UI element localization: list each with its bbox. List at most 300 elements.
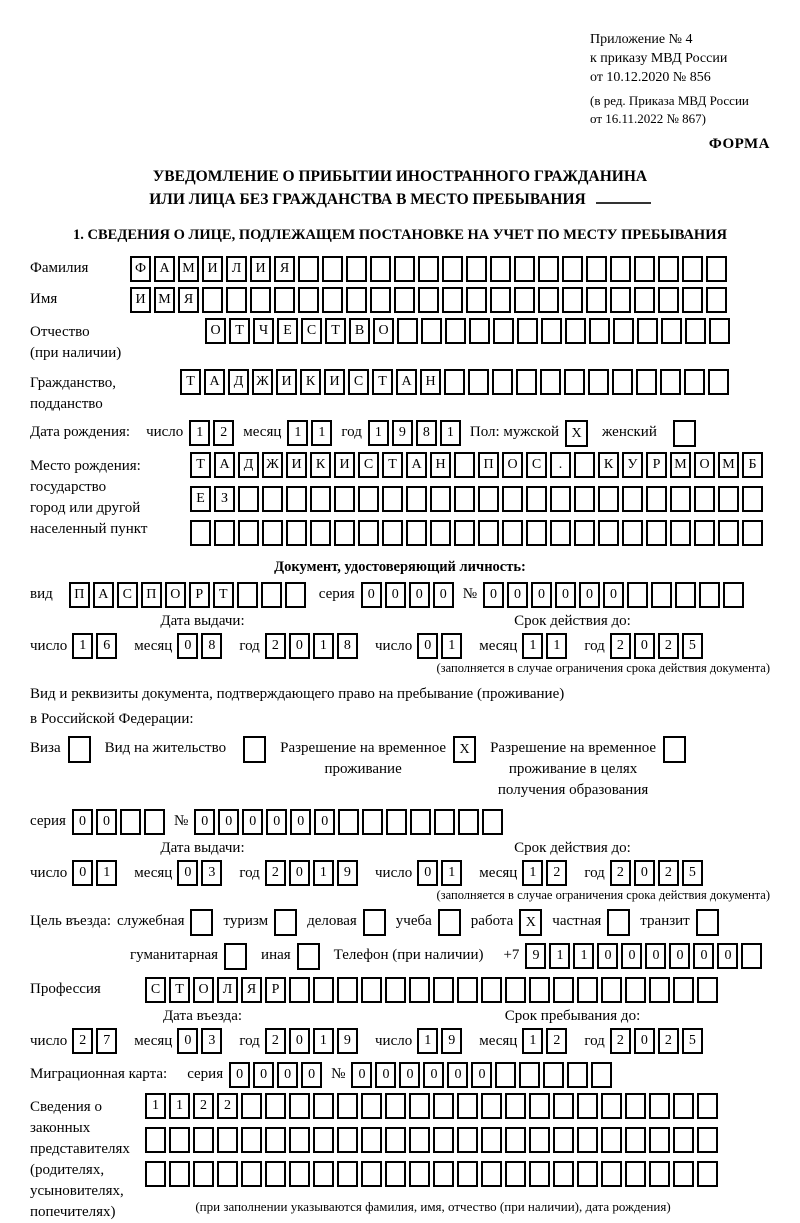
representatives-boxes-row1[interactable] bbox=[145, 1093, 721, 1119]
char-cell[interactable] bbox=[481, 1093, 502, 1119]
char-cell[interactable]: И bbox=[334, 452, 355, 478]
char-cell[interactable]: 0 bbox=[177, 1028, 198, 1054]
char-cell[interactable] bbox=[313, 977, 334, 1003]
edu-permit-checkbox[interactable] bbox=[663, 736, 686, 763]
char-cell[interactable] bbox=[442, 287, 463, 313]
char-cell[interactable] bbox=[660, 369, 681, 395]
char-cell[interactable] bbox=[495, 1062, 516, 1088]
name-boxes[interactable] bbox=[130, 287, 730, 313]
char-cell[interactable]: 1 bbox=[441, 633, 462, 659]
char-cell[interactable] bbox=[265, 1093, 286, 1119]
char-cell[interactable] bbox=[454, 520, 475, 546]
char-cell[interactable] bbox=[430, 520, 451, 546]
char-cell[interactable] bbox=[361, 1127, 382, 1153]
birthplace-boxes-row2[interactable] bbox=[190, 486, 766, 512]
char-cell[interactable] bbox=[334, 486, 355, 512]
gender-female-checkbox[interactable] bbox=[673, 420, 696, 447]
char-cell[interactable] bbox=[298, 256, 319, 282]
char-cell[interactable]: 0 bbox=[531, 582, 552, 608]
char-cell[interactable] bbox=[433, 1127, 454, 1153]
char-cell[interactable] bbox=[481, 977, 502, 1003]
char-cell[interactable] bbox=[610, 287, 631, 313]
char-cell[interactable]: Т bbox=[180, 369, 201, 395]
char-cell[interactable]: 0 bbox=[375, 1062, 396, 1088]
char-cell[interactable] bbox=[564, 369, 585, 395]
char-cell[interactable] bbox=[337, 977, 358, 1003]
char-cell[interactable] bbox=[322, 256, 343, 282]
char-cell[interactable]: 1 bbox=[311, 420, 332, 446]
purpose-work-checkbox[interactable]: X bbox=[519, 909, 542, 936]
representatives-boxes-row3[interactable] bbox=[145, 1161, 721, 1187]
char-cell[interactable] bbox=[169, 1127, 190, 1153]
char-cell[interactable] bbox=[601, 977, 622, 1003]
char-cell[interactable] bbox=[541, 318, 562, 344]
char-cell[interactable] bbox=[286, 486, 307, 512]
char-cell[interactable] bbox=[334, 520, 355, 546]
char-cell[interactable] bbox=[337, 1093, 358, 1119]
char-cell[interactable]: Н bbox=[430, 452, 451, 478]
char-cell[interactable] bbox=[673, 1161, 694, 1187]
char-cell[interactable] bbox=[574, 452, 595, 478]
char-cell[interactable] bbox=[169, 1161, 190, 1187]
char-cell[interactable] bbox=[612, 369, 633, 395]
char-cell[interactable] bbox=[649, 1161, 670, 1187]
purpose-tourism-checkbox[interactable] bbox=[274, 909, 297, 936]
char-cell[interactable] bbox=[217, 1127, 238, 1153]
char-cell[interactable]: С bbox=[117, 582, 138, 608]
identity-doc-series-boxes[interactable] bbox=[361, 582, 457, 608]
char-cell[interactable] bbox=[370, 287, 391, 313]
char-cell[interactable] bbox=[651, 582, 672, 608]
char-cell[interactable] bbox=[361, 1161, 382, 1187]
char-cell[interactable]: 0 bbox=[242, 809, 263, 835]
residence-valid-day-boxes[interactable] bbox=[417, 860, 465, 886]
char-cell[interactable]: 0 bbox=[385, 582, 406, 608]
char-cell[interactable] bbox=[144, 809, 165, 835]
char-cell[interactable]: 2 bbox=[72, 1028, 93, 1054]
char-cell[interactable] bbox=[265, 1161, 286, 1187]
char-cell[interactable] bbox=[685, 318, 706, 344]
char-cell[interactable] bbox=[673, 977, 694, 1003]
char-cell[interactable] bbox=[526, 520, 547, 546]
char-cell[interactable] bbox=[586, 287, 607, 313]
char-cell[interactable] bbox=[289, 1093, 310, 1119]
visa-checkbox[interactable] bbox=[68, 736, 91, 763]
char-cell[interactable] bbox=[699, 582, 720, 608]
char-cell[interactable] bbox=[709, 318, 730, 344]
char-cell[interactable]: 8 bbox=[416, 420, 437, 446]
birthplace-boxes-row1[interactable] bbox=[190, 452, 766, 478]
char-cell[interactable] bbox=[493, 318, 514, 344]
birthplace-boxes-row3[interactable] bbox=[190, 520, 766, 546]
char-cell[interactable] bbox=[637, 318, 658, 344]
char-cell[interactable] bbox=[120, 809, 141, 835]
purpose-humanitarian-checkbox[interactable] bbox=[224, 943, 247, 970]
char-cell[interactable] bbox=[502, 520, 523, 546]
char-cell[interactable]: И bbox=[324, 369, 345, 395]
char-cell[interactable] bbox=[538, 287, 559, 313]
char-cell[interactable]: М bbox=[718, 452, 739, 478]
char-cell[interactable]: 0 bbox=[218, 809, 239, 835]
char-cell[interactable]: 0 bbox=[579, 582, 600, 608]
char-cell[interactable]: С bbox=[526, 452, 547, 478]
char-cell[interactable]: А bbox=[214, 452, 235, 478]
char-cell[interactable]: 2 bbox=[217, 1093, 238, 1119]
entry-date-year-boxes[interactable] bbox=[265, 1028, 361, 1054]
char-cell[interactable] bbox=[577, 977, 598, 1003]
surname-boxes[interactable] bbox=[130, 256, 730, 282]
char-cell[interactable]: С bbox=[358, 452, 379, 478]
char-cell[interactable] bbox=[625, 1161, 646, 1187]
char-cell[interactable]: 0 bbox=[361, 582, 382, 608]
char-cell[interactable] bbox=[634, 256, 655, 282]
char-cell[interactable]: М bbox=[178, 256, 199, 282]
char-cell[interactable] bbox=[490, 256, 511, 282]
char-cell[interactable]: А bbox=[396, 369, 417, 395]
char-cell[interactable] bbox=[601, 1127, 622, 1153]
char-cell[interactable] bbox=[708, 369, 729, 395]
char-cell[interactable] bbox=[661, 318, 682, 344]
char-cell[interactable] bbox=[684, 369, 705, 395]
stay-until-month-boxes[interactable] bbox=[522, 1028, 570, 1054]
stay-until-year-boxes[interactable] bbox=[610, 1028, 706, 1054]
char-cell[interactable] bbox=[202, 287, 223, 313]
char-cell[interactable]: 0 bbox=[634, 860, 655, 886]
char-cell[interactable]: У bbox=[622, 452, 643, 478]
residence-issue-year-boxes[interactable] bbox=[265, 860, 361, 886]
char-cell[interactable] bbox=[145, 1127, 166, 1153]
char-cell[interactable]: О bbox=[193, 977, 214, 1003]
char-cell[interactable] bbox=[481, 1161, 502, 1187]
char-cell[interactable] bbox=[634, 287, 655, 313]
char-cell[interactable] bbox=[444, 369, 465, 395]
char-cell[interactable]: 2 bbox=[546, 1028, 567, 1054]
char-cell[interactable] bbox=[289, 977, 310, 1003]
birthdate-day-boxes[interactable] bbox=[189, 420, 237, 446]
char-cell[interactable] bbox=[610, 256, 631, 282]
char-cell[interactable]: 9 bbox=[337, 860, 358, 886]
char-cell[interactable] bbox=[238, 486, 259, 512]
char-cell[interactable] bbox=[502, 486, 523, 512]
char-cell[interactable] bbox=[538, 256, 559, 282]
char-cell[interactable]: 0 bbox=[423, 1062, 444, 1088]
char-cell[interactable]: 2 bbox=[546, 860, 567, 886]
char-cell[interactable] bbox=[217, 1161, 238, 1187]
char-cell[interactable] bbox=[478, 486, 499, 512]
char-cell[interactable] bbox=[514, 256, 535, 282]
char-cell[interactable]: 8 bbox=[201, 633, 222, 659]
char-cell[interactable]: 0 bbox=[471, 1062, 492, 1088]
char-cell[interactable] bbox=[622, 486, 643, 512]
char-cell[interactable]: Т bbox=[372, 369, 393, 395]
char-cell[interactable]: 0 bbox=[597, 943, 618, 969]
birthdate-month-boxes[interactable] bbox=[287, 420, 335, 446]
birthdate-year-boxes[interactable] bbox=[368, 420, 464, 446]
char-cell[interactable]: 2 bbox=[658, 1028, 679, 1054]
char-cell[interactable] bbox=[553, 1127, 574, 1153]
char-cell[interactable] bbox=[742, 486, 763, 512]
char-cell[interactable] bbox=[457, 1093, 478, 1119]
residence-number-boxes[interactable] bbox=[194, 809, 506, 835]
char-cell[interactable]: 0 bbox=[301, 1062, 322, 1088]
char-cell[interactable]: 0 bbox=[417, 860, 438, 886]
char-cell[interactable]: М bbox=[670, 452, 691, 478]
char-cell[interactable]: 0 bbox=[634, 1028, 655, 1054]
char-cell[interactable] bbox=[646, 486, 667, 512]
char-cell[interactable] bbox=[454, 452, 475, 478]
char-cell[interactable] bbox=[649, 1127, 670, 1153]
char-cell[interactable]: О bbox=[165, 582, 186, 608]
char-cell[interactable]: 1 bbox=[546, 633, 567, 659]
char-cell[interactable] bbox=[490, 287, 511, 313]
char-cell[interactable]: 0 bbox=[72, 860, 93, 886]
char-cell[interactable]: С bbox=[301, 318, 322, 344]
char-cell[interactable]: 1 bbox=[573, 943, 594, 969]
char-cell[interactable] bbox=[358, 486, 379, 512]
char-cell[interactable] bbox=[514, 287, 535, 313]
char-cell[interactable]: Л bbox=[217, 977, 238, 1003]
char-cell[interactable] bbox=[526, 486, 547, 512]
char-cell[interactable] bbox=[567, 1062, 588, 1088]
char-cell[interactable] bbox=[517, 318, 538, 344]
char-cell[interactable] bbox=[382, 520, 403, 546]
char-cell[interactable]: 1 bbox=[417, 1028, 438, 1054]
char-cell[interactable] bbox=[385, 1161, 406, 1187]
char-cell[interactable]: Ф bbox=[130, 256, 151, 282]
char-cell[interactable]: К bbox=[300, 369, 321, 395]
char-cell[interactable]: А bbox=[154, 256, 175, 282]
char-cell[interactable]: 0 bbox=[409, 582, 430, 608]
char-cell[interactable]: Т bbox=[325, 318, 346, 344]
char-cell[interactable]: 0 bbox=[634, 633, 655, 659]
char-cell[interactable]: 0 bbox=[289, 1028, 310, 1054]
char-cell[interactable] bbox=[586, 256, 607, 282]
char-cell[interactable]: О bbox=[502, 452, 523, 478]
char-cell[interactable] bbox=[466, 287, 487, 313]
char-cell[interactable]: 2 bbox=[265, 633, 286, 659]
char-cell[interactable]: 9 bbox=[525, 943, 546, 969]
char-cell[interactable] bbox=[673, 1127, 694, 1153]
char-cell[interactable]: 1 bbox=[145, 1093, 166, 1119]
char-cell[interactable] bbox=[481, 1127, 502, 1153]
char-cell[interactable]: 9 bbox=[337, 1028, 358, 1054]
char-cell[interactable] bbox=[322, 287, 343, 313]
char-cell[interactable] bbox=[193, 1127, 214, 1153]
char-cell[interactable]: 1 bbox=[96, 860, 117, 886]
char-cell[interactable]: И bbox=[130, 287, 151, 313]
char-cell[interactable] bbox=[433, 977, 454, 1003]
char-cell[interactable]: Я bbox=[241, 977, 262, 1003]
char-cell[interactable] bbox=[386, 809, 407, 835]
phone-boxes[interactable] bbox=[525, 943, 765, 969]
char-cell[interactable] bbox=[519, 1062, 540, 1088]
char-cell[interactable]: 1 bbox=[440, 420, 461, 446]
char-cell[interactable] bbox=[361, 1093, 382, 1119]
entry-date-month-boxes[interactable] bbox=[177, 1028, 225, 1054]
char-cell[interactable] bbox=[445, 318, 466, 344]
char-cell[interactable] bbox=[601, 1093, 622, 1119]
char-cell[interactable] bbox=[625, 1093, 646, 1119]
residence-valid-year-boxes[interactable] bbox=[610, 860, 706, 886]
char-cell[interactable] bbox=[418, 256, 439, 282]
char-cell[interactable] bbox=[706, 287, 727, 313]
char-cell[interactable] bbox=[482, 809, 503, 835]
char-cell[interactable]: 2 bbox=[265, 860, 286, 886]
stay-until-day-boxes[interactable] bbox=[417, 1028, 465, 1054]
char-cell[interactable]: 0 bbox=[177, 860, 198, 886]
char-cell[interactable]: С bbox=[348, 369, 369, 395]
identity-valid-month-boxes[interactable] bbox=[522, 633, 570, 659]
char-cell[interactable]: 0 bbox=[314, 809, 335, 835]
char-cell[interactable]: 1 bbox=[313, 1028, 334, 1054]
char-cell[interactable] bbox=[649, 1093, 670, 1119]
char-cell[interactable]: 0 bbox=[177, 633, 198, 659]
char-cell[interactable]: Р bbox=[189, 582, 210, 608]
char-cell[interactable] bbox=[598, 520, 619, 546]
char-cell[interactable]: 0 bbox=[717, 943, 738, 969]
char-cell[interactable]: О bbox=[205, 318, 226, 344]
char-cell[interactable] bbox=[370, 256, 391, 282]
char-cell[interactable] bbox=[694, 520, 715, 546]
char-cell[interactable] bbox=[682, 256, 703, 282]
char-cell[interactable]: 2 bbox=[193, 1093, 214, 1119]
char-cell[interactable] bbox=[241, 1161, 262, 1187]
char-cell[interactable]: 0 bbox=[266, 809, 287, 835]
char-cell[interactable] bbox=[574, 520, 595, 546]
char-cell[interactable]: 6 bbox=[96, 633, 117, 659]
char-cell[interactable]: И bbox=[286, 452, 307, 478]
char-cell[interactable] bbox=[574, 486, 595, 512]
char-cell[interactable] bbox=[193, 1161, 214, 1187]
char-cell[interactable]: 0 bbox=[621, 943, 642, 969]
char-cell[interactable] bbox=[285, 582, 306, 608]
identity-doc-kind-boxes[interactable] bbox=[69, 582, 309, 608]
char-cell[interactable] bbox=[694, 486, 715, 512]
char-cell[interactable] bbox=[466, 256, 487, 282]
char-cell[interactable] bbox=[385, 1127, 406, 1153]
identity-valid-year-boxes[interactable] bbox=[610, 633, 706, 659]
char-cell[interactable] bbox=[670, 486, 691, 512]
char-cell[interactable] bbox=[457, 977, 478, 1003]
char-cell[interactable]: С bbox=[145, 977, 166, 1003]
residence-permit-checkbox[interactable] bbox=[243, 736, 266, 763]
char-cell[interactable]: Д bbox=[238, 452, 259, 478]
char-cell[interactable]: 0 bbox=[290, 809, 311, 835]
char-cell[interactable] bbox=[577, 1127, 598, 1153]
char-cell[interactable]: 1 bbox=[368, 420, 389, 446]
char-cell[interactable] bbox=[457, 1127, 478, 1153]
char-cell[interactable] bbox=[562, 287, 583, 313]
char-cell[interactable]: 5 bbox=[682, 1028, 703, 1054]
char-cell[interactable]: Б bbox=[742, 452, 763, 478]
char-cell[interactable]: Д bbox=[228, 369, 249, 395]
char-cell[interactable] bbox=[675, 582, 696, 608]
char-cell[interactable] bbox=[454, 486, 475, 512]
char-cell[interactable]: А bbox=[406, 452, 427, 478]
char-cell[interactable] bbox=[250, 287, 271, 313]
char-cell[interactable] bbox=[673, 1093, 694, 1119]
patronymic-boxes[interactable] bbox=[205, 318, 733, 344]
char-cell[interactable] bbox=[718, 520, 739, 546]
char-cell[interactable] bbox=[298, 287, 319, 313]
temp-permit-checkbox[interactable]: X bbox=[453, 736, 476, 763]
char-cell[interactable]: 0 bbox=[289, 860, 310, 886]
char-cell[interactable] bbox=[723, 582, 744, 608]
char-cell[interactable] bbox=[598, 486, 619, 512]
char-cell[interactable] bbox=[591, 1062, 612, 1088]
char-cell[interactable] bbox=[394, 287, 415, 313]
identity-valid-day-boxes[interactable] bbox=[417, 633, 465, 659]
char-cell[interactable] bbox=[361, 977, 382, 1003]
char-cell[interactable] bbox=[706, 256, 727, 282]
char-cell[interactable]: 7 bbox=[96, 1028, 117, 1054]
char-cell[interactable]: 0 bbox=[555, 582, 576, 608]
char-cell[interactable] bbox=[409, 1093, 430, 1119]
char-cell[interactable] bbox=[682, 287, 703, 313]
purpose-official-checkbox[interactable] bbox=[190, 909, 213, 936]
char-cell[interactable] bbox=[214, 520, 235, 546]
char-cell[interactable] bbox=[409, 1127, 430, 1153]
char-cell[interactable] bbox=[434, 809, 455, 835]
char-cell[interactable]: 3 bbox=[201, 1028, 222, 1054]
char-cell[interactable] bbox=[265, 1127, 286, 1153]
char-cell[interactable]: К bbox=[310, 452, 331, 478]
char-cell[interactable] bbox=[358, 520, 379, 546]
char-cell[interactable]: Р bbox=[265, 977, 286, 1003]
char-cell[interactable]: А bbox=[93, 582, 114, 608]
char-cell[interactable]: 1 bbox=[287, 420, 308, 446]
char-cell[interactable] bbox=[442, 256, 463, 282]
char-cell[interactable] bbox=[274, 287, 295, 313]
char-cell[interactable] bbox=[385, 1093, 406, 1119]
char-cell[interactable] bbox=[238, 520, 259, 546]
char-cell[interactable]: 0 bbox=[229, 1062, 250, 1088]
char-cell[interactable]: О bbox=[373, 318, 394, 344]
char-cell[interactable] bbox=[457, 1161, 478, 1187]
char-cell[interactable] bbox=[237, 582, 258, 608]
purpose-business-checkbox[interactable] bbox=[363, 909, 386, 936]
char-cell[interactable]: И bbox=[276, 369, 297, 395]
char-cell[interactable] bbox=[433, 1093, 454, 1119]
purpose-study-checkbox[interactable] bbox=[438, 909, 461, 936]
char-cell[interactable] bbox=[646, 520, 667, 546]
char-cell[interactable] bbox=[550, 486, 571, 512]
citizenship-boxes[interactable] bbox=[180, 369, 732, 395]
char-cell[interactable]: Т bbox=[190, 452, 211, 478]
char-cell[interactable] bbox=[492, 369, 513, 395]
purpose-transit-checkbox[interactable] bbox=[696, 909, 719, 936]
char-cell[interactable] bbox=[550, 520, 571, 546]
representatives-boxes-row2[interactable] bbox=[145, 1127, 721, 1153]
residence-series-boxes[interactable] bbox=[72, 809, 168, 835]
char-cell[interactable]: Л bbox=[226, 256, 247, 282]
char-cell[interactable] bbox=[310, 520, 331, 546]
char-cell[interactable] bbox=[625, 1127, 646, 1153]
char-cell[interactable] bbox=[468, 369, 489, 395]
char-cell[interactable]: З bbox=[214, 486, 235, 512]
char-cell[interactable] bbox=[658, 287, 679, 313]
char-cell[interactable] bbox=[261, 582, 282, 608]
char-cell[interactable]: О bbox=[694, 452, 715, 478]
char-cell[interactable] bbox=[553, 1093, 574, 1119]
char-cell[interactable]: 0 bbox=[96, 809, 117, 835]
char-cell[interactable]: 1 bbox=[522, 1028, 543, 1054]
purpose-other-checkbox[interactable] bbox=[297, 943, 320, 970]
char-cell[interactable] bbox=[540, 369, 561, 395]
char-cell[interactable]: Н bbox=[420, 369, 441, 395]
char-cell[interactable] bbox=[469, 318, 490, 344]
char-cell[interactable] bbox=[382, 486, 403, 512]
